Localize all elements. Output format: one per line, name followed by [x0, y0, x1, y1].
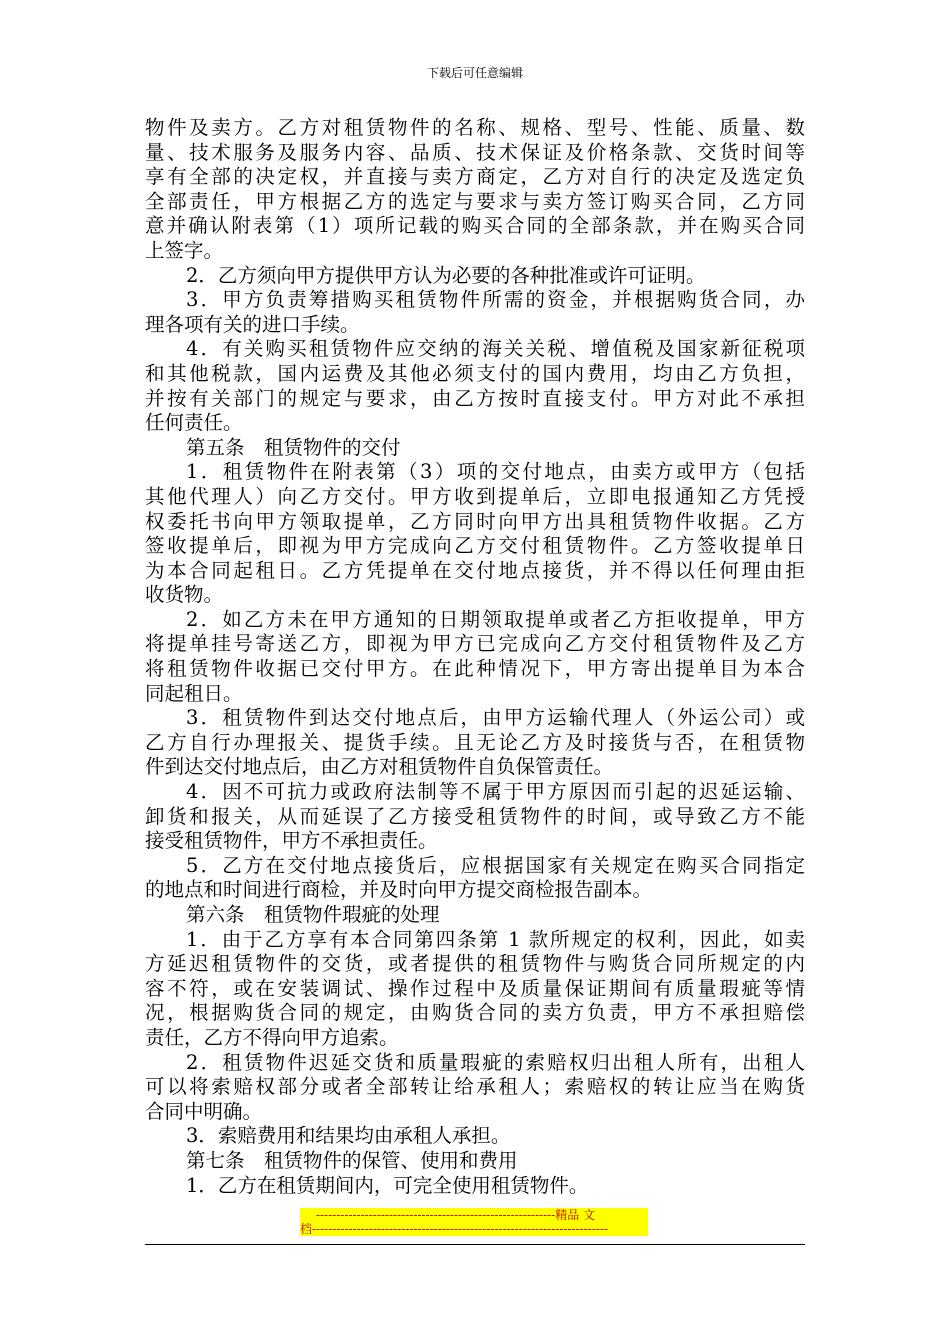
text-line: 签收提单后，即视为甲方完成向乙方交付租赁物件。乙方签收提单日	[145, 534, 805, 558]
text-line: 可以将索赔权部分或者全部转让给承租人；索赔权的转让应当在购货	[145, 1075, 805, 1099]
page-header: 下载后可任意编辑	[426, 66, 523, 80]
text-line: 2．租赁物件迟延交货和质量瑕疵的索赔权归出租人所有，出租人	[186, 1050, 805, 1074]
footer-line-1: -----------------------------------------------------------精品 文	[316, 1208, 596, 1222]
text-line: 件到达交付地点后，由乙方对租赁物件自负保管责任。	[145, 755, 614, 779]
text-line: 上签字。	[145, 238, 224, 262]
text-line: 接受租赁物件，甲方不承担责任。	[145, 829, 438, 853]
text-line: 4．因不可抗力或政府法制等不属于甲方原因而引起的迟延运输、	[186, 780, 805, 804]
text-line: 理各项有关的进口手续。	[145, 312, 360, 336]
text-line: 意并确认附表第（1）项所记载的购买合同的全部条款，并在购买合同	[145, 214, 805, 238]
text-line: 物件及卖方。乙方对租赁物件的名称、规格、型号、性能、质量、数	[145, 116, 805, 139]
text-line: 5．乙方在交付地点接货后，应根据国家有关规定在购买合同指定	[186, 853, 805, 877]
footer-rule	[145, 1244, 805, 1245]
text-line: 量、技术服务及服务内容、品质、技术保证及价格条款、交货时间等	[145, 140, 805, 164]
text-line: 卸货和报关，从而延误了乙方接受租赁物件的时间，或导致乙方不能	[145, 804, 805, 828]
text-line: 1．乙方在租赁期间内，可完全使用租赁物件。	[186, 1173, 589, 1197]
text-line: 3．索赔费用和结果均由承租人承担。	[186, 1124, 511, 1148]
text-line: 方延迟租赁物件的交货，或者提供的租赁物件与购货合同所规定的内	[145, 952, 805, 976]
text-line: 任何责任。	[145, 411, 243, 435]
text-line: 责任，乙方不得向甲方追索。	[145, 1025, 399, 1049]
text-line: 的地点和时间进行商检，并及时向甲方提交商检报告副本。	[145, 878, 653, 902]
text-line: 3．甲方负责筹措购买租赁物件所需的资金，并根据购货合同，办	[186, 288, 805, 312]
footer-watermark	[300, 1208, 648, 1236]
footer-line-2: 档-------------------------------------------------------------------------	[300, 1222, 608, 1236]
text-line: 1．租赁物件在附表第（3）项的交付地点，由卖方或甲方（包括	[186, 460, 805, 484]
text-line: 将提单挂号寄送乙方，即视为甲方已完成向乙方交付租赁物件及乙方	[145, 632, 805, 656]
text-line: 2．乙方须向甲方提供甲方认为必要的各种批准或许可证明。	[186, 263, 706, 287]
text-line: 第七条 租赁物件的保管、使用和费用	[186, 1148, 518, 1172]
text-line: 况，根据购货合同的规定，由购货合同的卖方负责，甲方不承担赔偿	[145, 1001, 805, 1025]
text-line: 并按有关部门的规定与要求，由乙方按时直接支付。甲方对此不承担	[145, 386, 805, 410]
text-line: 容不符，或在安装调试、操作过程中及质量保证期间有质量瑕疵等情	[145, 976, 805, 1000]
text-line: 第六条 租赁物件瑕疵的处理	[186, 903, 440, 926]
text-line: 2．如乙方未在甲方通知的日期领取提单或者乙方拒收提单，甲方	[186, 607, 805, 631]
text-line: 全部责任，甲方根据乙方的选定与要求与卖方签订购买合同，乙方同	[145, 189, 805, 213]
text-line: 享有全部的决定权，并直接与卖方商定，乙方对自行的决定及选定负	[145, 165, 805, 189]
text-line: 收货物。	[145, 583, 224, 607]
text-line: 权委托书向甲方领取提单，乙方同时向甲方出具租赁物件收据。乙方	[145, 509, 805, 533]
text-line: 为本合同起租日。乙方凭提单在交付地点接货，并不得以任何理由拒	[145, 558, 805, 582]
text-line: 第五条 租赁物件的交付	[186, 435, 401, 459]
text-line: 其他代理人）向乙方交付。甲方收到提单后，立即电报通知乙方凭授	[145, 484, 805, 508]
text-line: 将租赁物件收据已交付甲方。在此种情况下，甲方寄出提单目为本合	[145, 657, 805, 681]
text-line: 合同中明确。	[145, 1099, 263, 1123]
text-line: 3．租赁物件到达交付地点后，由甲方运输代理人（外运公司）或	[186, 706, 805, 730]
text-line: 同起租日。	[145, 681, 243, 705]
document-body	[145, 116, 805, 1198]
text-line: 1．由于乙方享有本合同第四条第 1 款所规定的权利，因此，如卖	[186, 927, 805, 951]
text-line: 4．有关购买租赁物件应交纳的海关关税、增值税及国家新征税项	[186, 337, 805, 361]
text-line: 和其他税款，国内运费及其他必须支付的国内费用，均由乙方负担，	[145, 361, 805, 385]
text-line: 乙方自行办理报关、提货手续。且无论乙方及时接货与否，在租赁物	[145, 730, 805, 754]
